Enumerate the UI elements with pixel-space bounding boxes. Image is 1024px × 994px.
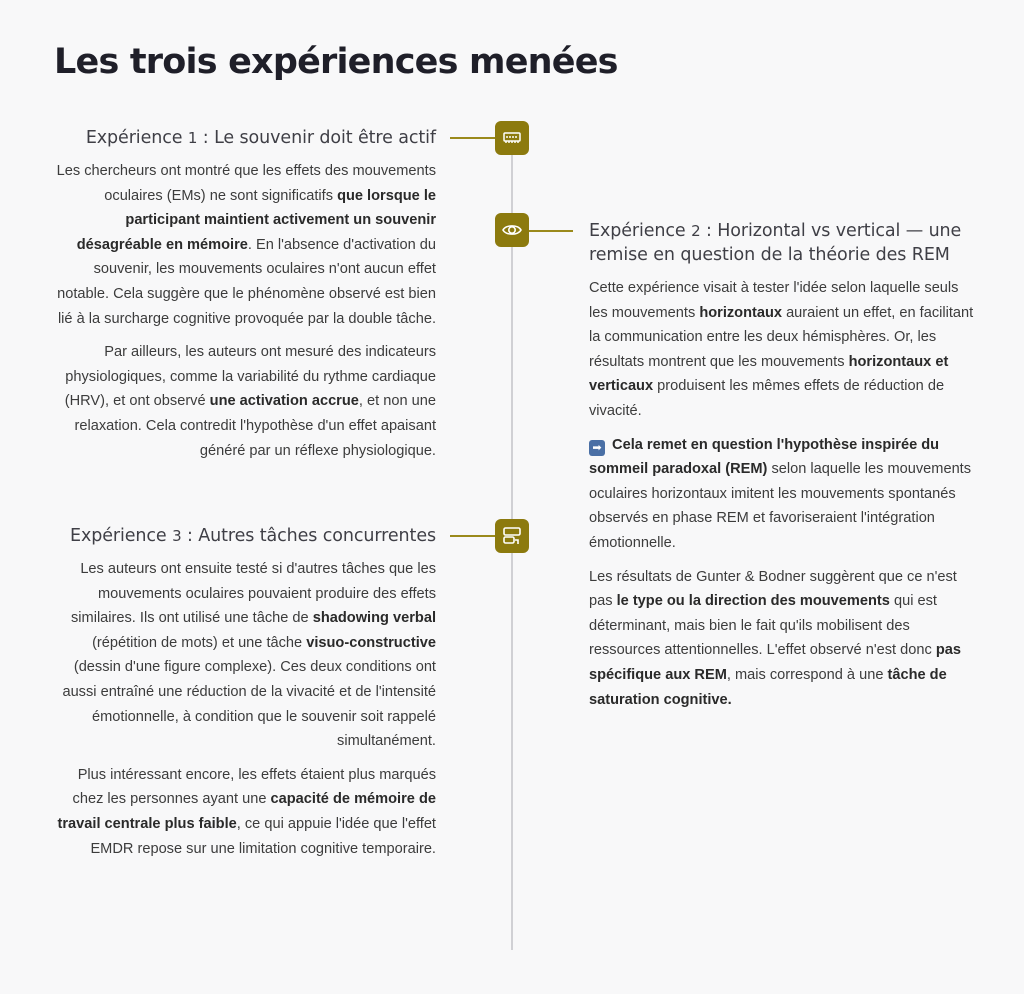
tasks-icon [501, 525, 523, 547]
experience-3-paragraph-1: Les auteurs ont ensuite testé si d'autres tâches que les mouvements oculaires pouvaient produire des effets similaires. Ils ont utilisé une tâche de shadowing verbal (répétition de mots) et une tâche visuo-constructive (dessin d'une figure complexe). Ces deux conditions ont aussi entraîné une réduction de la vivacité et de l'intensité émotionnelle, à condition que le souvenir soit rappelé simultanément. [62, 561, 436, 750]
experience-3 [52, 524, 436, 861]
page-title: Les trois expériences menées [54, 42, 618, 82]
experience-2-paragraph-2: ➡ Cela remet en question l'hypothèse inspirée du sommeil paradoxal (REM) selon laquelle les mouvements oculaires horizontaux imitent les mouvements spontanés observés en phase REM et favoriseraient l'intégration émotionnelle. [589, 436, 972, 551]
timeline-connector [450, 535, 496, 537]
experience-3-title: Expérience 3 : Autres tâches concurrentes [70, 526, 436, 546]
experience-1-paragraph-2: Par ailleurs, les auteurs ont mesuré des indicateurs physiologiques, comme la variabilité du rythme cardiaque (HRV), et ont observé une activation accrue, et non une relaxation. Cela contredit l'hypothèse d'un effet apaisant généré par un réflexe physiologique. [64, 344, 436, 459]
experience-1-paragraph-1: Les chercheurs ont montré que les effets des mouvements oculaires (EMs) ne sont significatifs que lorsque le participant maintient activement un souvenir désagréable en mémoire. En l'absence d'activation du souvenir, les mouvements oculaires n'ont aucun effet notable. Cela suggère que le phénomène observé est bien lié à la surcharge cognitive provoquée par la double tâche. [56, 163, 436, 327]
timeline-node-3 [495, 519, 529, 553]
experience-3-paragraph-2: Plus intéressant encore, les effets étaient plus marqués chez les personnes ayant une capacité de mémoire de travail centrale plus faible, ce qui appuie l'idée que l'effet EMDR repose sur une limitation cognitive temporaire. [57, 766, 436, 857]
right-arrow-icon: ➡ [589, 440, 605, 456]
timeline-node-1 [495, 121, 529, 155]
experience-2 [589, 219, 979, 712]
eye-icon [501, 219, 523, 241]
experience-1-title: Expérience 1 : Le souvenir doit être actif [85, 128, 436, 148]
memory-chip-icon [502, 128, 522, 148]
timeline-connector [450, 137, 496, 139]
experience-1 [52, 126, 436, 463]
experience-2-paragraph-1: Cette expérience visait à tester l'idée selon laquelle seuls les mouvements horizontaux auraient un effet, en facilitant la communication entre les deux hémisphères. Or, les résultats montrent que les mouvements horizontaux et verticaux produisent les mêmes effets de réduction de vivacité. [589, 280, 974, 419]
timeline-connector [529, 230, 573, 232]
experience-2-paragraph-3: Les résultats de Gunter & Bodner suggèrent que ce n'est pas le type ou la direction des mouvements qui est déterminant, mais bien le fait qu'ils mobilisent des ressources attentionnelles. L'effet observé n'est donc pas spécifique aux REM, mais correspond à une tâche de saturation cognitive. [589, 568, 961, 708]
timeline-node-2 [495, 213, 529, 247]
experience-2-title: Expérience 2 : Horizontal vs vertical — une remise en question de la théorie des REM [589, 221, 962, 265]
